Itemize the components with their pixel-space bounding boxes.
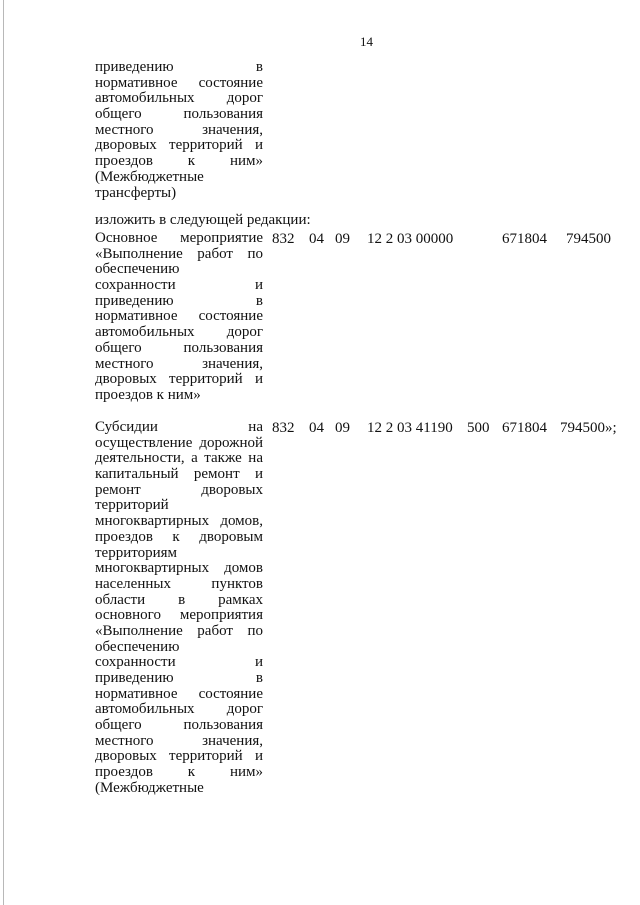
row2-line: сохранности и — [95, 654, 263, 671]
block1-line: общего пользования — [95, 106, 263, 123]
row2-line: автомобильных дорог — [95, 701, 263, 718]
block1-line: приведению в — [95, 59, 263, 75]
row1-line: Основное мероприятие — [95, 230, 263, 246]
row1-line: приведению в — [95, 292, 263, 309]
row2-line: Субсидии на — [95, 419, 263, 435]
row2-amount2: 794500»; — [560, 420, 617, 436]
intro-text: изложить в следующей редакции: — [95, 212, 311, 228]
row2-line: области в рамках — [95, 591, 263, 608]
row1-line: автомобильных дорог — [95, 324, 263, 341]
block1-text — [95, 60, 263, 201]
row2-text — [95, 420, 263, 797]
row1-line: общего пользования — [95, 339, 263, 356]
row2-line: обеспечению — [95, 638, 180, 655]
row2-codes — [0, 420, 640, 436]
row1-line: обеспечению — [95, 261, 180, 278]
row2-line: капитальный ремонт и — [95, 466, 263, 483]
row2-line: «Выполнение работ по — [95, 622, 263, 639]
block1-line: местного значения, — [95, 121, 263, 138]
row1-amount1: 671804 — [502, 231, 547, 247]
row1-line: сохранности и — [95, 277, 263, 294]
scan-edge-line — [3, 0, 4, 905]
row2-line: проездов к дворовым — [95, 528, 263, 545]
row2-line: территориям — [95, 544, 178, 561]
row2-line: ремонт дворовых — [95, 481, 263, 498]
row2-line: приведению в — [95, 670, 263, 686]
row2-line: общего пользования — [95, 717, 263, 734]
block1-line: автомобильных дорог — [95, 90, 263, 107]
row1-line: нормативное состояние — [95, 308, 263, 325]
row1-line: проездов к ним» — [95, 386, 201, 403]
row2-line: проездов к ним» — [95, 764, 263, 781]
row2-line: нормативное состояние — [95, 685, 263, 702]
page-number: 14 — [360, 34, 373, 49]
row1-codes — [0, 231, 640, 247]
row1-target-article: 12 2 03 00000 — [367, 231, 454, 247]
row1-section: 04 — [309, 231, 324, 247]
block1-line: нормативное состояние — [95, 74, 263, 91]
row2-line: многоквартирных домов — [95, 560, 263, 577]
row2-line: многоквартирных домов, — [95, 513, 263, 530]
row2-line: осуществление дорожной — [95, 434, 263, 451]
row2-subsection: 09 — [335, 420, 350, 436]
row2-line: основного мероприятия — [95, 607, 263, 624]
row1-line: дворовых территорий и — [95, 371, 263, 388]
block1-line: дворовых территорий и — [95, 137, 263, 154]
block1-line: (Межбюджетные — [95, 168, 204, 185]
row2-expense-type: 500 — [467, 420, 490, 436]
row2-line: местного значения, — [95, 732, 263, 749]
row2-line: населенных пунктов — [95, 575, 263, 592]
row2-line: дворовых территорий и — [95, 748, 263, 765]
row2-section: 04 — [309, 420, 324, 436]
row1-line: местного значения, — [95, 355, 263, 372]
row1-line: «Выполнение работ по — [95, 245, 263, 262]
row1-amount2: 794500 — [566, 231, 611, 247]
row1-ministry: 832 — [272, 231, 295, 247]
row2-amount1: 671804 — [502, 420, 547, 436]
row2-ministry: 832 — [272, 420, 295, 436]
row1-subsection: 09 — [335, 231, 350, 247]
row2-target-article: 12 2 03 41190 — [367, 420, 453, 436]
row2-line: территорий — [95, 497, 169, 514]
block1-line: проездов к ним» — [95, 153, 263, 170]
row1-text — [95, 231, 263, 404]
block1-line: трансферты) — [95, 184, 177, 201]
row2-line: (Межбюджетные — [95, 779, 204, 796]
row2-line: деятельности, а также на — [95, 450, 263, 467]
